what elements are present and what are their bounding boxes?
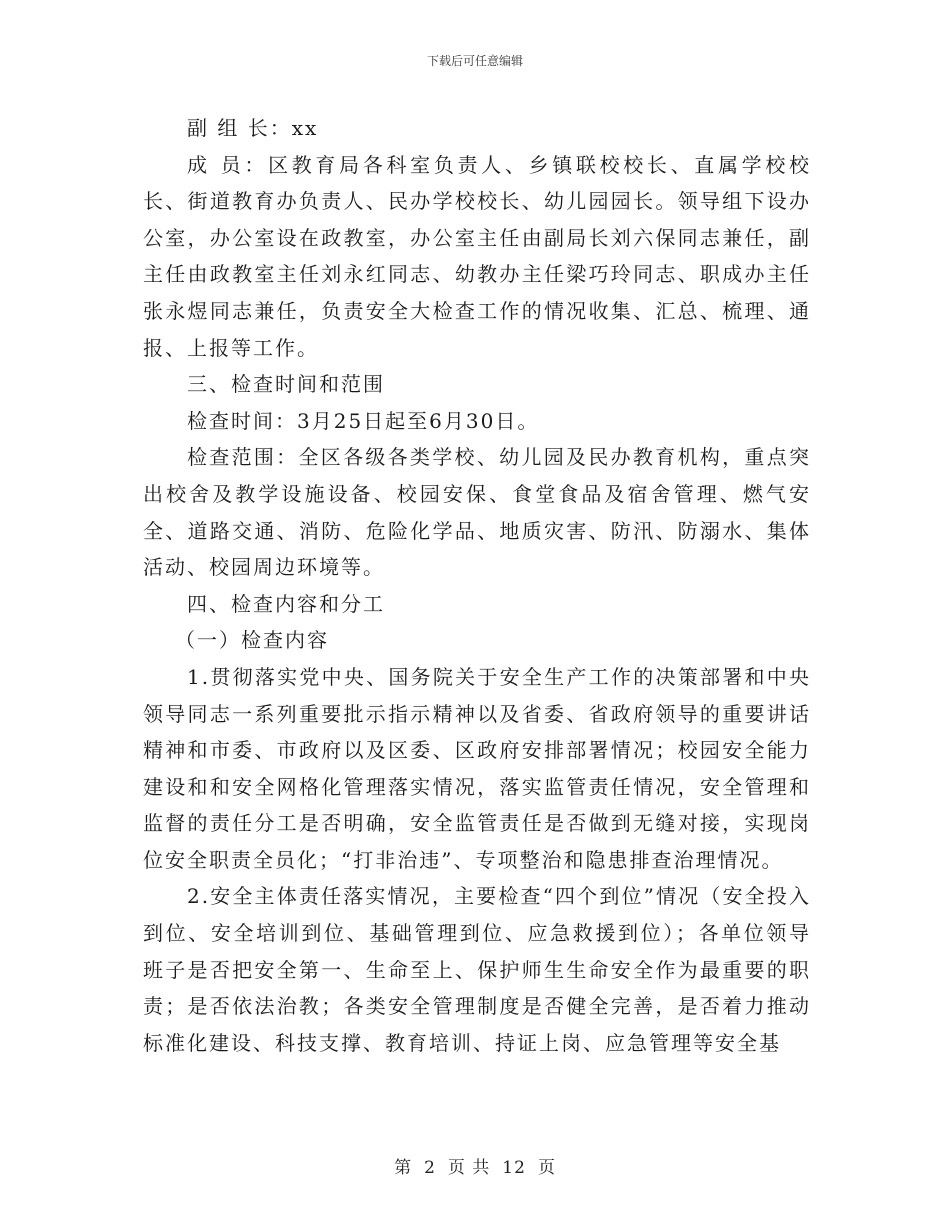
footer-total-pages: 12: [502, 1158, 526, 1178]
footer-prefix: 第: [394, 1158, 413, 1178]
page-footer: [0, 1153, 950, 1178]
subheading-check-content: （一）检查内容: [175, 628, 329, 653]
page-header-note: 下载后可任意编辑: [426, 54, 523, 68]
heading-section-3: 三、检查时间和范围: [187, 372, 385, 397]
footer-suffix: 页: [537, 1158, 556, 1178]
paragraph-check-time: 检查时间：3月25日起至6月30日。: [187, 408, 540, 433]
footer-middle: 页 共: [447, 1158, 491, 1178]
paragraph-item-1: 1.贯彻落实党中央、国务院关于安全生产工作的决策部署和中央领导同志一系列重要批示指示精神以及省委、省政府领导的重要讲话精神和市委、市政府以及区委、区政府安排部署情况；校园安全能力建设和和安全网格化管理落实情况，落实监管责任情况，安全管理和监督的责任分工是否明确，安全监管责任是否做到无缝对接，实现岗位安全职责全员化；“打非治违”、专项整治和隐患排查治理情况。: [143, 664, 811, 872]
paragraph-item-2: 2.安全主体责任落实情况，主要检查“四个到位”情况（安全投入到位、安全培训到位、基础管理到位、应急救援到位）；各单位领导班子是否把安全第一、生命至上、保护师生生命安全作为最重要的职责；是否依法治教；各类安全管理制度是否健全完善，是否着力推动标准化建设、科技支撑、教育培训、持证上岗、应急管理等安全基: [143, 884, 811, 1055]
document-body: [143, 110, 811, 1061]
paragraph-check-scope: 检查范围：全区各级各类学校、幼儿园及民办教育机构，重点突出校舍及教学设施设备、校园安保、食堂食品及宿舍管理、燃气安全、道路交通、消防、危险化学品、地质灾害、防汛、防溺水、集体活动、校园周边环境等。: [143, 445, 811, 580]
heading-section-4: 四、检查内容和分工: [187, 591, 385, 616]
paragraph-deputy-leader: 副 组 长：xx: [187, 116, 319, 140]
paragraph-members: 成 员：区教育局各科室负责人、乡镇联校校长、直属学校校长、街道教育办负责人、民办学校校长、幼儿园园长。领导组下设办公室，办公室设在政教室，办公室主任由副局长刘六保同志兼任，副主任由政教室主任刘永红同志、幼教办主任梁巧玲同志、职成办主任张永煜同志兼任，负责安全大检查工作的情况收集、汇总、梳理、通报、上报等工作。: [143, 152, 811, 360]
footer-current-page: 2: [424, 1158, 436, 1178]
